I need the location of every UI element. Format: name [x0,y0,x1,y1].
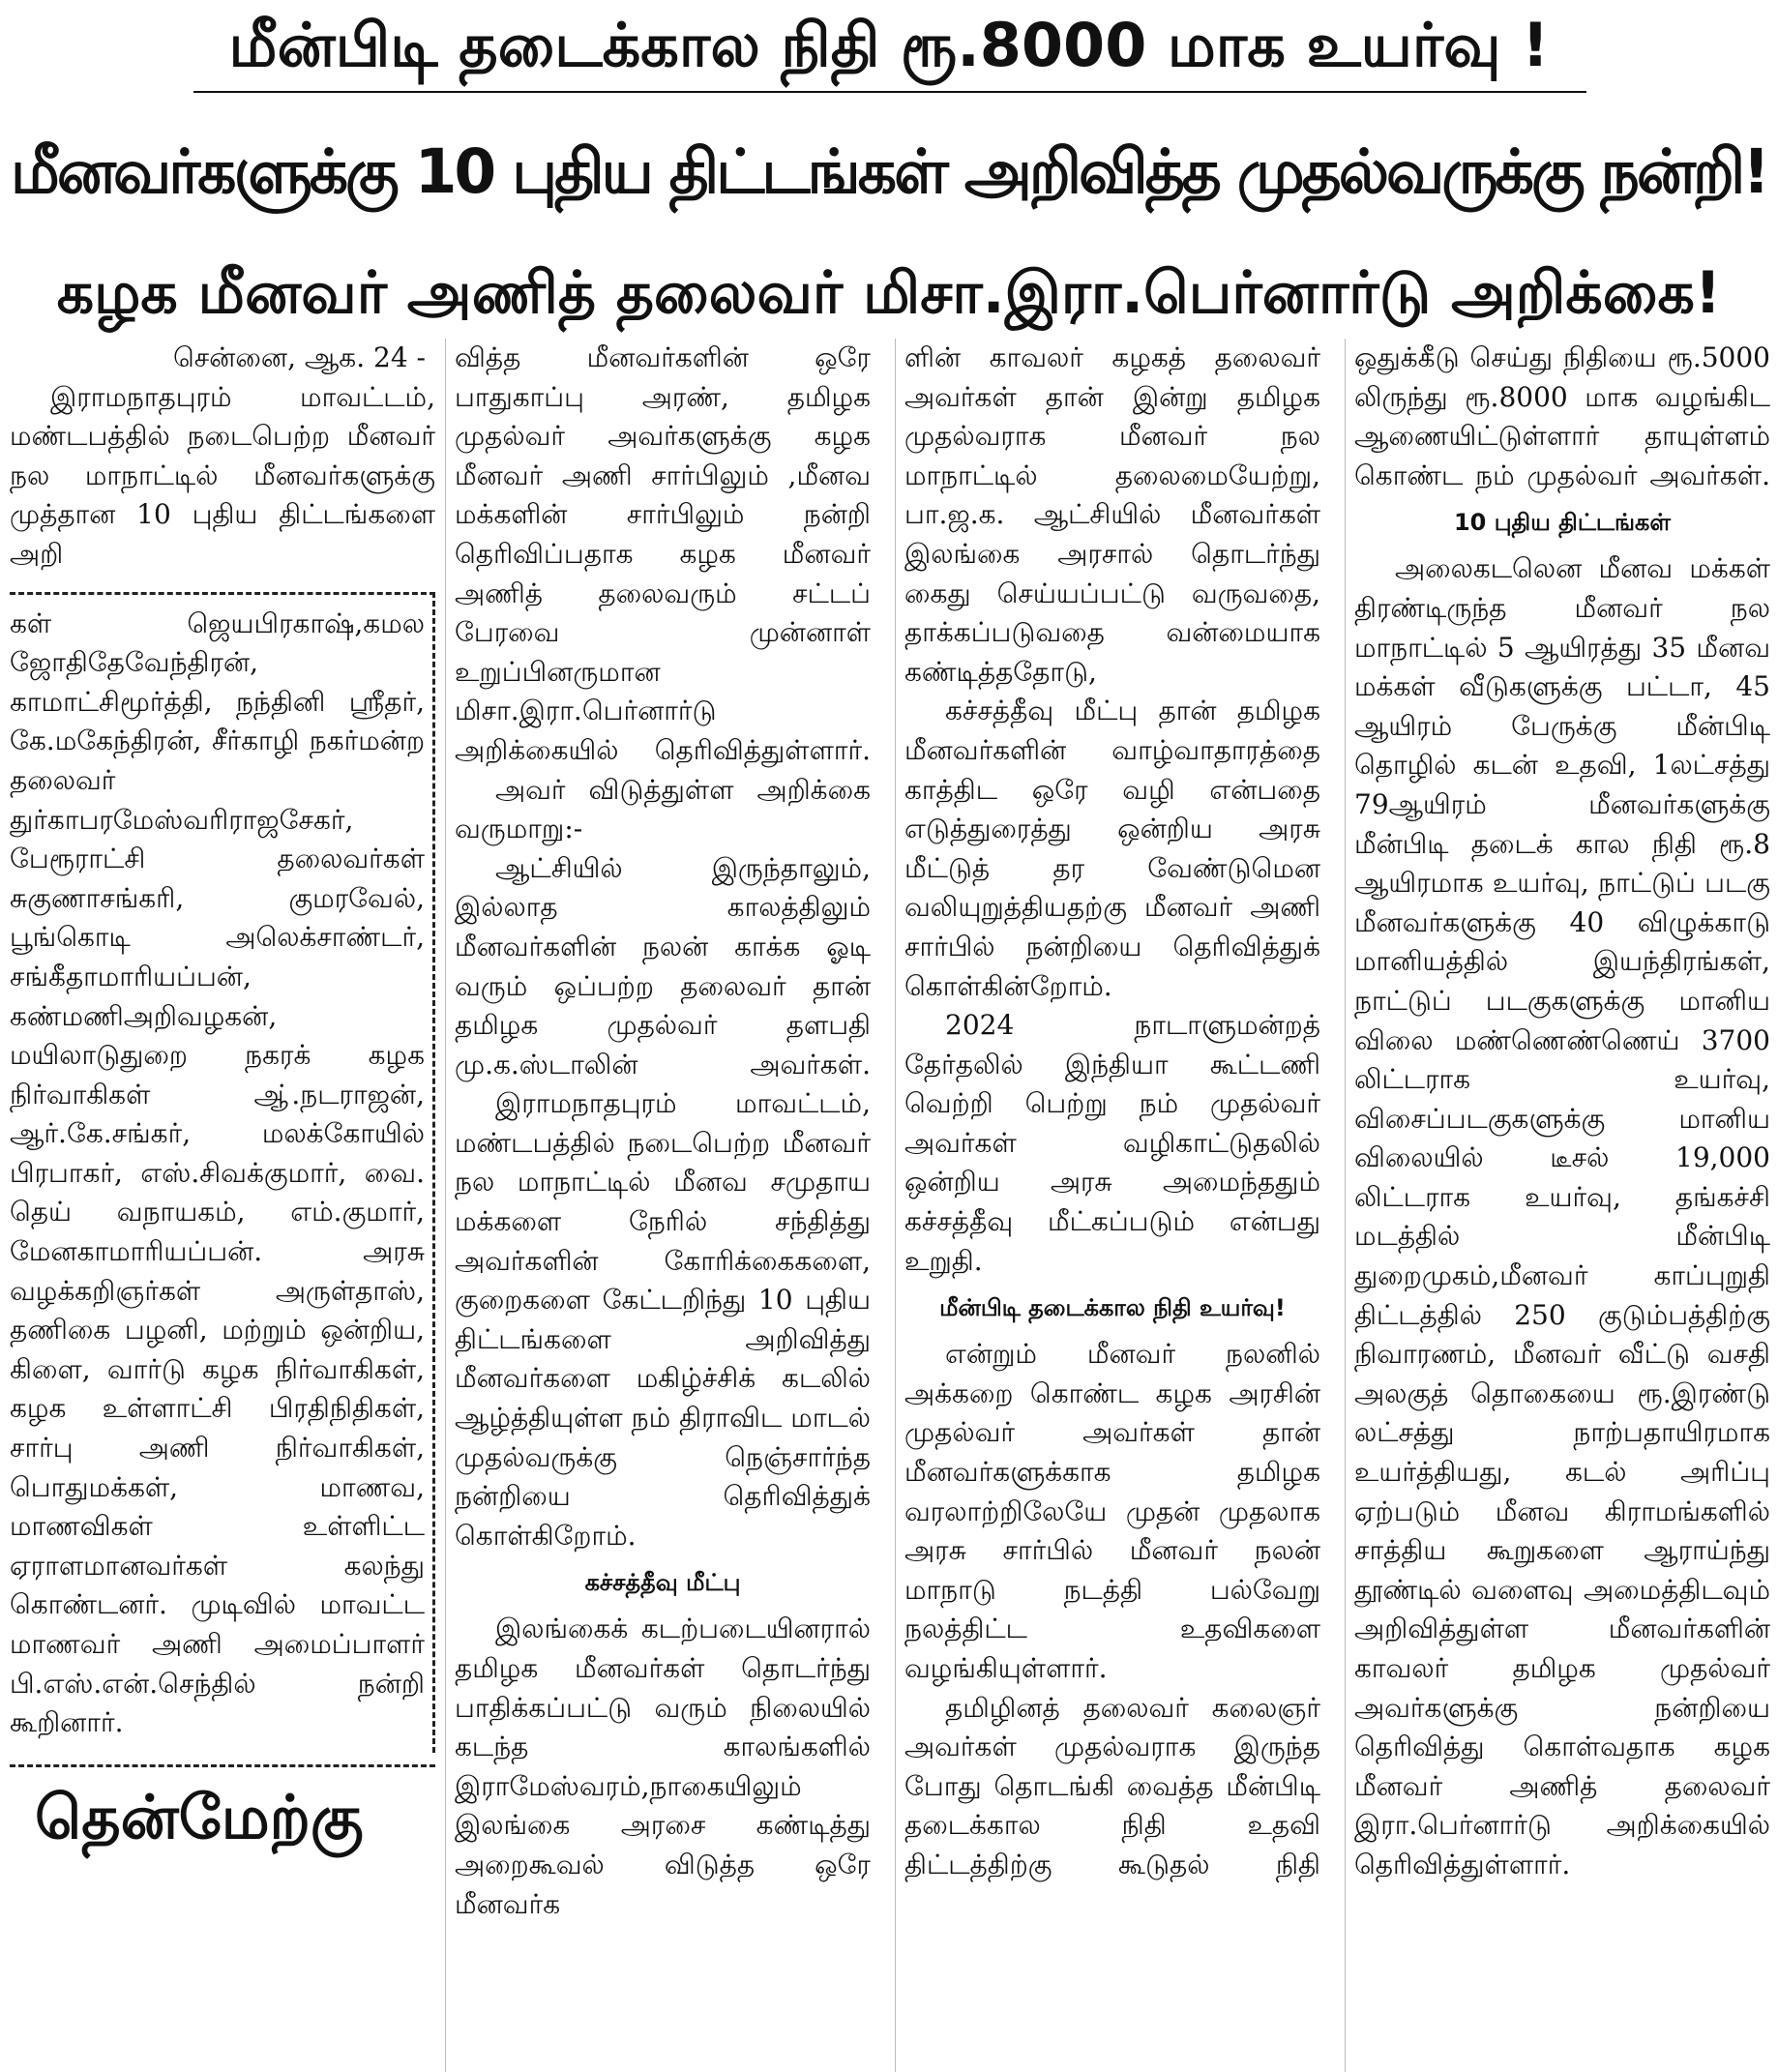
paragraph: ஆட்சியில் இருந்தாலும், இல்லாத காலத்திலும் மீனவர்களின் நலன் காக்க ஓடி வரும் ஒப்பற்ற தலைவர் தான் தமிழக முதல்வர் தளபதி மு.க.ஸ்டாலின் அவர்கள். [455,851,871,1080]
kicker-rule [193,91,1586,93]
paragraph: ளின் காவலர் கழகத் தலைவர் அவர்கள் தான் இன்று தமிழக முதல்வராக மீனவர் நல மாநாட்டில் தலைமையேற்று, பா.ஜ.க. ஆட்சியில் மீனவர்கள் இலங்கை அரசால் தொடர்ந்து கைது செய்யப்பட்டு வருவதை, தாக்கப்படுவதை வன்மையாக கண்டித்ததோடு, [904,341,1320,688]
next-story-box [10,1764,435,1858]
column-divider [895,339,896,2072]
section-subtitle: 10 புதிய திட்டங்கள் [1453,509,1672,537]
paragraph: தமிழினத் தலைவர் கலைஞர் அவர்கள் முதல்வராக இருந்த போது தொடங்கி வைத்த மீன்பிடி தடைக்கால நிதி உதவி திட்டத்திற்கு கூடுதல் நிதி [904,1691,1320,1880]
related-news-text: கள் ஜெயபிரகாஷ்,கமல ஜோதிதேவேந்திரன், காமாட்சிமூர்த்தி, நந்தினி ஸ்ரீதர், கே.மகேந்திரன், சீர்காழி நகர்மன்ற தலைவர் துர்காபரமேஸ்வரிராஜசேகர், பேரூராட்சி தலைவர்கள் சுகுணாசங்கரி, குமரவேல், பூங்கொடி அலெக்சாண்டர், சங்கீதாமாரியப்பன், கண்மணிஅறிவழகன், மயிலாடுதுறை நகரக் கழக நிர்வாகிகள் ஆ்.நடராஜன், ஆர்.கே.சங்கர், மலக்கோயில் பிரபாகர், எஸ்.சிவக்குமார், வை. தெய் வநாயகம், எம்.குமார், மேனகாமாரியப்பன். அரசு வழக்கறிஞர்கள் அருள்தாஸ், தணிகை பழனி, மற்றும் ஒன்றிய, கிளை, வார்டு கழக நிர்வாகிகள், கழக உள்ளாட்சி பிரதிநிதிகள், சார்பு அணி நிர்வாகிகள், பொதுமக்கள், மாணவ, மாணவிகள் உள்ளிட்ட ஏராளமானவர்கள் கலந்து கொண்டனர். முடிவில் மாவட்ட மாணவர் அணி அமைப்பாளர் பி.எஸ்.என்.செந்தில் நன்றி கூறினார். [10,607,425,1739]
paragraph: என்றும் மீனவர் நலனில் அக்கறை கொண்ட கழக அரசின் முதல்வர் அவர்கள் தான் மீனவர்களுக்காக தமிழக வரலாற்றிலேயே முதன் முதலாக அரசு சார்பில் மீனவர் நலன் மாநாடு நடத்தி பல்வேறு நலத்திட்ட உதவிகளை வழங்கியுள்ளார். [904,1338,1320,1684]
section-subtitle: மீன்பிடி தடைக்கால நிதி உயர்வு! [939,1294,1286,1322]
paragraph: இலங்கைக் கடற்படையினரால் தமிழக மீனவர்கள் தொடர்ந்து பாதிக்கப்பட்டு வரும் நிலையில் கடந்த காலங்களில் இராமேஸ்வரம்,நாகையிலும் இலங்கை அரசை கண்டித்து அறைகூவல் விடுத்த ஒரே மீனவர்க [455,1613,871,1920]
paragraph: 2024 நாடாளுமன்றத் தேர்தலில் இந்தியா கூட்டணி வெற்றி பெற்று நம் முதல்வர் அவர்கள் வழிகாட்டுதலில் ஒன்றிய அரசு அமைந்ததும் கச்சத்தீவு மீட்கப்படும் என்பது உறுதி. [904,1009,1320,1277]
lead-paragraph: இராமநாதபுரம் மாவட்டம், மண்டபத்தில் நடைபெற்ற மீனவர் நல மாநாட்டில் மீனவர்களுக்கு முத்தான 10 புதிய திட்டங்களை அறி [10,380,435,570]
section-subtitle: கச்சத்தீவு மீட்பு [584,1569,741,1597]
paragraph: ஒதுக்கீடு செய்து நிதியை ரூ.5000 லிருந்து ரூ.8000 மாக வழங்கிட ஆணையிட்டுள்ளார் தாயுள்ளம் கொண்ட நம் முதல்வர் அவர்கள். [1354,341,1770,491]
paragraph: வித்த மீனவர்களின் ஒரே பாதுகாப்பு அரண், தமிழக முதல்வர் அவர்களுக்கு கழக மீனவர் அணி சார்பிலும் ,மீனவ மக்களின் சார்பிலும் நன்றி தெரிவிப்பதாக கழக மீனவர் அணித் தலைவரும் சட்டப் பேரவை முன்னாள் உறுப்பினருமான மிசா.இரா.பெர்னார்டு அறிக்கையில் தெரிவித்துள்ளார். [455,341,871,766]
article-column-3 [904,339,1320,2072]
main-headline: மீனவர்களுக்கு 10 புதிய திட்டங்கள் அறிவித்த முதல்வருக்கு நன்றி! [11,136,1767,207]
paragraph: அவர் விடுத்துள்ள அறிக்கை வருமாறு:- [455,773,871,845]
related-news-box [10,592,435,1753]
article-column-2 [455,339,871,2072]
column-divider [445,339,446,2072]
sub-headline: கழக மீனவர் அணித் தலைவர் மிசா.இரா.பெர்னார்டு அறிக்கை! [56,259,1722,327]
next-story-title: தென்மேற்கு [35,1781,364,1852]
article-column-1 [10,339,435,2072]
paragraph: அலைகடலென மீனவ மக்கள் திரண்டிருந்த மீனவர் நல மாநாட்டில் 5 ஆயிரத்து 35 மீனவ மக்கள் வீடுகளுக்கு பட்டா, 45 ஆயிரம் பேருக்கு மீன்பிடி தொழில் கடன் உதவி, 1லட்சத்து 79ஆயிரம் மீனவர்களுக்கு மீன்பிடி தடைக் கால நிதி ரூ.8 ஆயிரமாக உயர்வு, நாட்டுப் படகு மீனவர்களுக்கு 40 விழுக்காடு மானியத்தில் இயந்திரங்கள், நாட்டுப் படகுகளுக்கு மானிய விலை மண்ணெண்ணெய் 3700 லிட்டராக உயர்வு, விசைப்படகுகளுக்கு மானிய விலையில் டீசல் 19,000 லிட்டராக உயர்வு, தங்கச்சி மடத்தில் மீன்பிடி துறைமுகம்,மீனவர் காப்புறுதி திட்டத்தில் 250 குடும்பத்திற்கு நிவாரணம், மீனவர் வீட்டு வசதி அலகுத் தொகையை ரூ.இரண்டு லட்சத்து நாற்பதாயிரமாக உயர்த்தியது, கடல் அரிப்பு ஏற்படும் மீனவ கிராமங்களில் சாத்திய கூறுகளை ஆராய்ந்து தூண்டில் வளைவு அமைத்திடவும் அறிவித்துள்ள மீனவர்களின் காவலர் தமிழக முதல்வர் அவர்களுக்கு நன்றியை தெரிவித்து கொள்வதாக கழக மீனவர் அணித் தலைவர் இரா.பெர்னார்டு அறிக்கையில் தெரிவித்துள்ளார். [1354,552,1770,1880]
column-divider [1345,339,1346,2072]
paragraph: கச்சத்தீவு மீட்பு தான் தமிழக மீனவர்களின் வாழ்வாதாரத்தை காத்திட ஒரே வழி என்பதை எடுத்துரைத்து ஒன்றிய அரசு மீட்டுத் தர வேண்டுமென வலியுறுத்தியதற்கு மீனவர் அணி சார்பில் நன்றியை தெரிவித்துக் கொள்கின்றோம். [904,695,1320,1002]
kicker-headline: மீன்பிடி தடைக்கால நிதி ரூ.8000 மாக உயர்வு ! [228,10,1550,80]
paragraph: இராமநாதபுரம் மாவட்டம், மண்டபத்தில் நடைபெற்ற மீனவர் நல மாநாட்டில் மீனவ சமுதாய மக்களை நேரில் சந்தித்து அவர்களின் கோரிக்கைகளை, குறைகளை கேட்டறிந்து 10 புதிய திட்டங்களை அறிவித்து மீனவர்களை மகிழ்ச்சிக் கடலில் ஆழ்த்தியுள்ள நம் திராவிட மாடல் முதல்வருக்கு நெஞ்சார்ந்த நன்றியை தெரிவித்துக் கொள்கிறோம். [455,1087,871,1552]
dateline: சென்னை, ஆக. 24 - [172,341,426,373]
article-column-4 [1354,339,1770,2072]
